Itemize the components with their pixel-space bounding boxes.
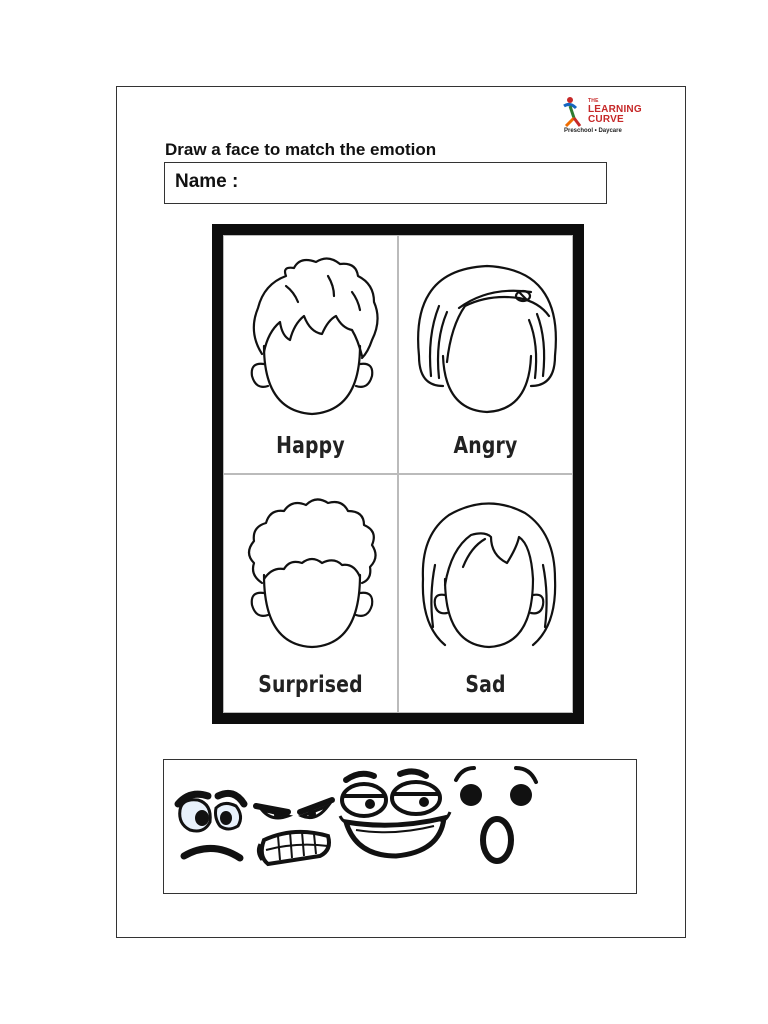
card-surprised[interactable] (223, 474, 398, 713)
emotion-cards-grid (223, 235, 573, 713)
logo-curve: CURVE (588, 114, 624, 125)
expression-faces-box (163, 759, 637, 894)
worksheet-title: Draw a face to match the emotion (165, 140, 437, 159)
happy-grin-icon[interactable] (340, 771, 450, 856)
card-label-happy: Happy (276, 433, 345, 459)
logo-learning: LEARNING (588, 104, 642, 115)
emotion-cards-frame (212, 224, 584, 724)
name-field[interactable] (164, 162, 607, 204)
card-label-surprised: Surprised (258, 672, 363, 698)
surprised-o-mouth-icon[interactable] (456, 768, 536, 861)
logo-the: THE (588, 98, 599, 104)
expression-faces (164, 760, 638, 895)
card-happy[interactable] (223, 235, 398, 474)
angry-eyes-teeth-icon[interactable] (256, 800, 332, 864)
card-label-sad: Sad (465, 672, 506, 698)
name-label: Name : (175, 171, 239, 192)
logo-tagline: Preschool • Daycare (564, 128, 622, 134)
learning-curve-logo (562, 96, 642, 140)
card-angry[interactable] (398, 235, 573, 474)
sad-eyes-mouth-icon[interactable] (178, 793, 244, 858)
logo-figure-icon (562, 96, 584, 130)
card-label-angry: Angry (453, 433, 518, 459)
card-sad[interactable] (398, 474, 573, 713)
